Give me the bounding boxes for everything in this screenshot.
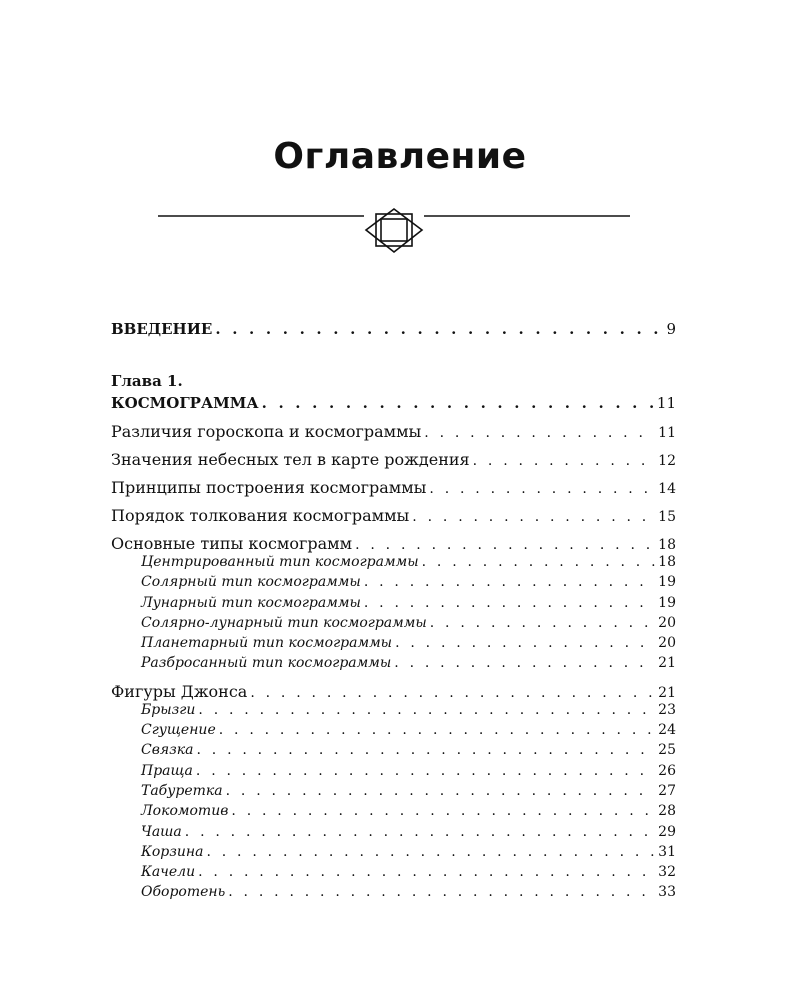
toc-entry-label: Локомотив [141, 803, 229, 820]
toc-entry-label: КОСМОГРАММА [111, 394, 259, 412]
toc-entry-label: Значения небесных тел в карте рождения [111, 450, 470, 469]
toc-page-number: 23 [658, 701, 676, 718]
toc-entry-label: Чаша [141, 823, 182, 840]
toc-subsection-entry[interactable] [111, 720, 676, 740]
toc-page-number: 20 [658, 614, 676, 631]
toc-page-number: 24 [658, 722, 676, 739]
toc-entry-label: Солярно-лунарный тип космограммы [141, 614, 427, 631]
dot-leader [430, 613, 655, 633]
toc-entry-label: Фигуры Джонса [111, 681, 248, 701]
toc-page-number: 12 [658, 453, 676, 469]
toc-subsection-entry[interactable] [111, 633, 676, 653]
dot-leader [198, 862, 655, 882]
toc-page-number: 14 [658, 481, 676, 497]
chapter-number: Глава 1. [111, 372, 183, 390]
dot-leader [395, 633, 655, 653]
toc-section-entry[interactable] [111, 446, 676, 474]
dot-leader [422, 552, 656, 572]
toc-entry-label: Основные типы космограмм [111, 534, 353, 553]
toc-entry-label: Солярный тип космограммы [141, 574, 361, 591]
toc-page-number: 32 [658, 864, 676, 881]
toc-section-entry[interactable] [111, 418, 676, 446]
table-of-contents [111, 320, 676, 907]
dot-leader [412, 503, 655, 531]
toc-page-number: 29 [658, 823, 676, 840]
toc-intro[interactable] [111, 320, 676, 344]
toc-entry-label: Сгущение [141, 722, 216, 739]
dot-leader [196, 740, 655, 760]
toc-page-number: 11 [656, 394, 676, 412]
toc-chapter-title[interactable] [111, 394, 676, 418]
toc-page-number: 25 [658, 742, 676, 759]
dot-leader [219, 720, 655, 740]
toc-subsection-entry[interactable] [111, 613, 676, 633]
toc-subsection-entry[interactable] [111, 740, 676, 760]
dot-leader [215, 320, 663, 338]
toc-subsection-list [111, 700, 676, 903]
toc-subsection-entry[interactable] [111, 593, 676, 613]
dot-leader [198, 700, 655, 720]
toc-page-number: 9 [666, 320, 676, 338]
toc-subsection-entry[interactable] [111, 761, 676, 781]
page-title: Оглавление [273, 136, 527, 177]
toc-entry-label: Связка [141, 742, 194, 759]
toc-page-number: 11 [658, 425, 676, 441]
toc-entry-label: Планетарный тип космограммы [141, 635, 393, 652]
toc-entry-label: Порядок толкования космограммы [111, 506, 410, 525]
toc-entry-label: Различия гороскопа и космограммы [111, 422, 422, 441]
toc-subsection-entry[interactable] [111, 882, 676, 902]
toc-subsection-entry[interactable] [111, 862, 676, 882]
toc-subsection-entry[interactable] [111, 572, 676, 592]
toc-subsection-entry[interactable] [111, 842, 676, 862]
toc-page-number: 28 [658, 803, 676, 820]
dot-leader [473, 447, 656, 475]
toc-page-number: 18 [658, 554, 676, 570]
toc-page-number: 19 [658, 574, 676, 591]
toc-subsection-entry[interactable] [111, 552, 676, 572]
toc-page-number: 18 [658, 537, 676, 553]
dot-leader [228, 882, 655, 902]
toc-subsection-entry[interactable] [111, 653, 676, 673]
dot-leader [364, 593, 655, 613]
toc-page-number: 21 [658, 684, 676, 701]
toc-page-number: 21 [658, 655, 676, 672]
toc-entry-label: Центрированный тип космограммы [141, 554, 419, 570]
toc-subsection-list [111, 552, 676, 674]
toc-sections [111, 418, 676, 903]
dot-leader [206, 842, 655, 862]
toc-subsection-entry[interactable] [111, 781, 676, 801]
toc-entry-label: Качели [141, 864, 196, 881]
dot-leader [429, 475, 655, 503]
toc-page-number: 19 [658, 594, 676, 611]
toc-subsection-entry[interactable] [111, 822, 676, 842]
toc-page-number: 33 [658, 884, 676, 901]
toc-entry-label: Табуретка [141, 782, 223, 799]
dot-leader [424, 419, 655, 447]
toc-page-number: 27 [658, 782, 676, 799]
toc-entry-label: Праща [141, 762, 193, 779]
dot-leader [394, 653, 655, 673]
toc-entry-label: Принципы построения космограммы [111, 478, 427, 497]
dot-leader [262, 394, 654, 412]
toc-entry-label: Оборотень [141, 884, 226, 901]
diamond-square-ornament-icon [158, 206, 630, 258]
toc-entry-label: Разбросанный тип космограммы [141, 655, 392, 672]
toc-page-number: 26 [658, 762, 676, 779]
toc-page-number: 15 [658, 509, 676, 525]
dot-leader [364, 572, 655, 592]
toc-entry-label: Корзина [141, 843, 204, 860]
dot-leader [196, 761, 655, 781]
dot-leader [231, 801, 655, 821]
dot-leader [226, 781, 656, 801]
toc-section-entry[interactable] [111, 502, 676, 530]
toc-entry-label: ВВЕДЕНИЕ [111, 320, 213, 338]
dot-leader [185, 822, 655, 842]
toc-entry-label: Лунарный тип космограммы [141, 594, 361, 611]
toc-page-number: 31 [658, 843, 676, 860]
toc-entry-label: Брызги [141, 701, 196, 718]
toc-page-number: 20 [658, 635, 676, 652]
toc-section-entry[interactable] [111, 474, 676, 502]
toc-subsection-entry[interactable] [111, 801, 676, 821]
